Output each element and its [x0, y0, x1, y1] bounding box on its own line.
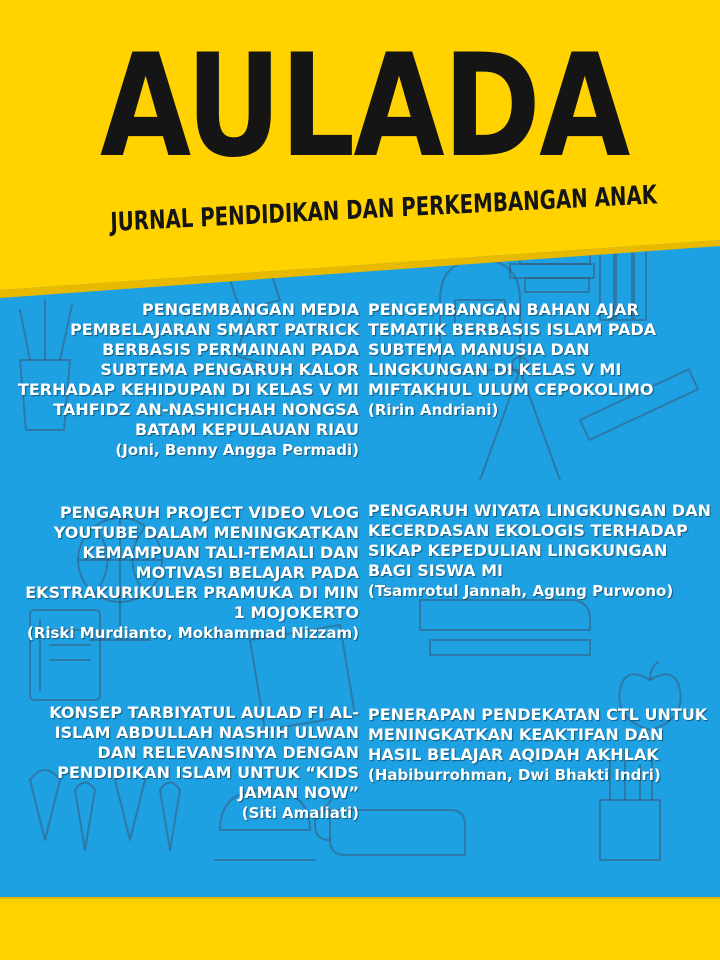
journal-title: AULADA — [100, 24, 629, 189]
article-title: PENGEMBANGAN MEDIA PEMBELAJARAN SMART PATRICK BERBASIS PERMAINAN PADA SUBTEMA PENGARUH KALOR TERHADAP KEHIDUPAN DI KELAS V MI TAHFIDZ AN-NASHICHAH NONGSA BATAM KEPULAUAN RIAU — [17, 300, 359, 439]
article-entry[interactable] — [14, 300, 359, 460]
bottom-yellow-bar — [0, 897, 720, 960]
article-title: PENGARUH PROJECT VIDEO VLOG YOUTUBE DALAM MENINGKATKAN KEMAMPUAN TALI-TEMALI DAN MOTIVASI BELAJAR PADA EKSTRAKURIKULER PRAMUKA DI MIN 1 MOJOKERTO — [25, 503, 359, 622]
article-entry[interactable] — [368, 705, 713, 785]
article-title: PENGARUH WIYATA LINGKUNGAN DAN KECERDASAN EKOLOGIS TERHADAP SIKAP KEPEDULIAN LINGKUNGAN BAGI SISWA MI — [368, 501, 711, 580]
article-entry[interactable] — [14, 703, 359, 823]
article-entry[interactable] — [368, 501, 713, 601]
article-authors: (Joni, Benny Angga Permadi) — [115, 441, 359, 459]
journal-subtitle: JURNAL PENDIDIKAN DAN PERKEMBANGAN ANAK — [109, 180, 658, 238]
article-entry[interactable] — [14, 503, 359, 643]
article-title: PENERAPAN PENDEKATAN CTL UNTUK MENINGKATKAN KEAKTIFAN DAN HASIL BELAJAR AQIDAH AKHLAK — [368, 705, 708, 764]
article-authors: (Riski Murdianto, Mokhammad Nizzam) — [26, 624, 359, 642]
stapler-icon — [420, 600, 590, 655]
article-entry[interactable] — [368, 300, 713, 420]
article-authors: (Tsamrotul Jannah, Agung Purwono) — [368, 582, 674, 600]
article-authors: (Ririn Andriani) — [368, 401, 499, 419]
article-title: KONSEP TARBIYATUL AULAD FI AL-ISLAM ABDULLAH NASHIH ULWAN DAN RELEVANSINYA DENGAN PENDIDIKAN ISLAM UNTUK “KIDS JAMAN NOW” — [49, 703, 359, 802]
article-title: PENGEMBANGAN BAHAN AJAR TEMATIK BERBASIS ISLAM PADA SUBTEMA MANUSIA DAN LINGKUNGAN DI KELAS V MI MIFTAKHUL ULUM CEPOKOLIMO — [368, 300, 657, 399]
article-authors: (Habiburrohman, Dwi Bhakti Indri) — [368, 766, 661, 784]
article-authors: (Siti Amaliati) — [241, 804, 359, 822]
